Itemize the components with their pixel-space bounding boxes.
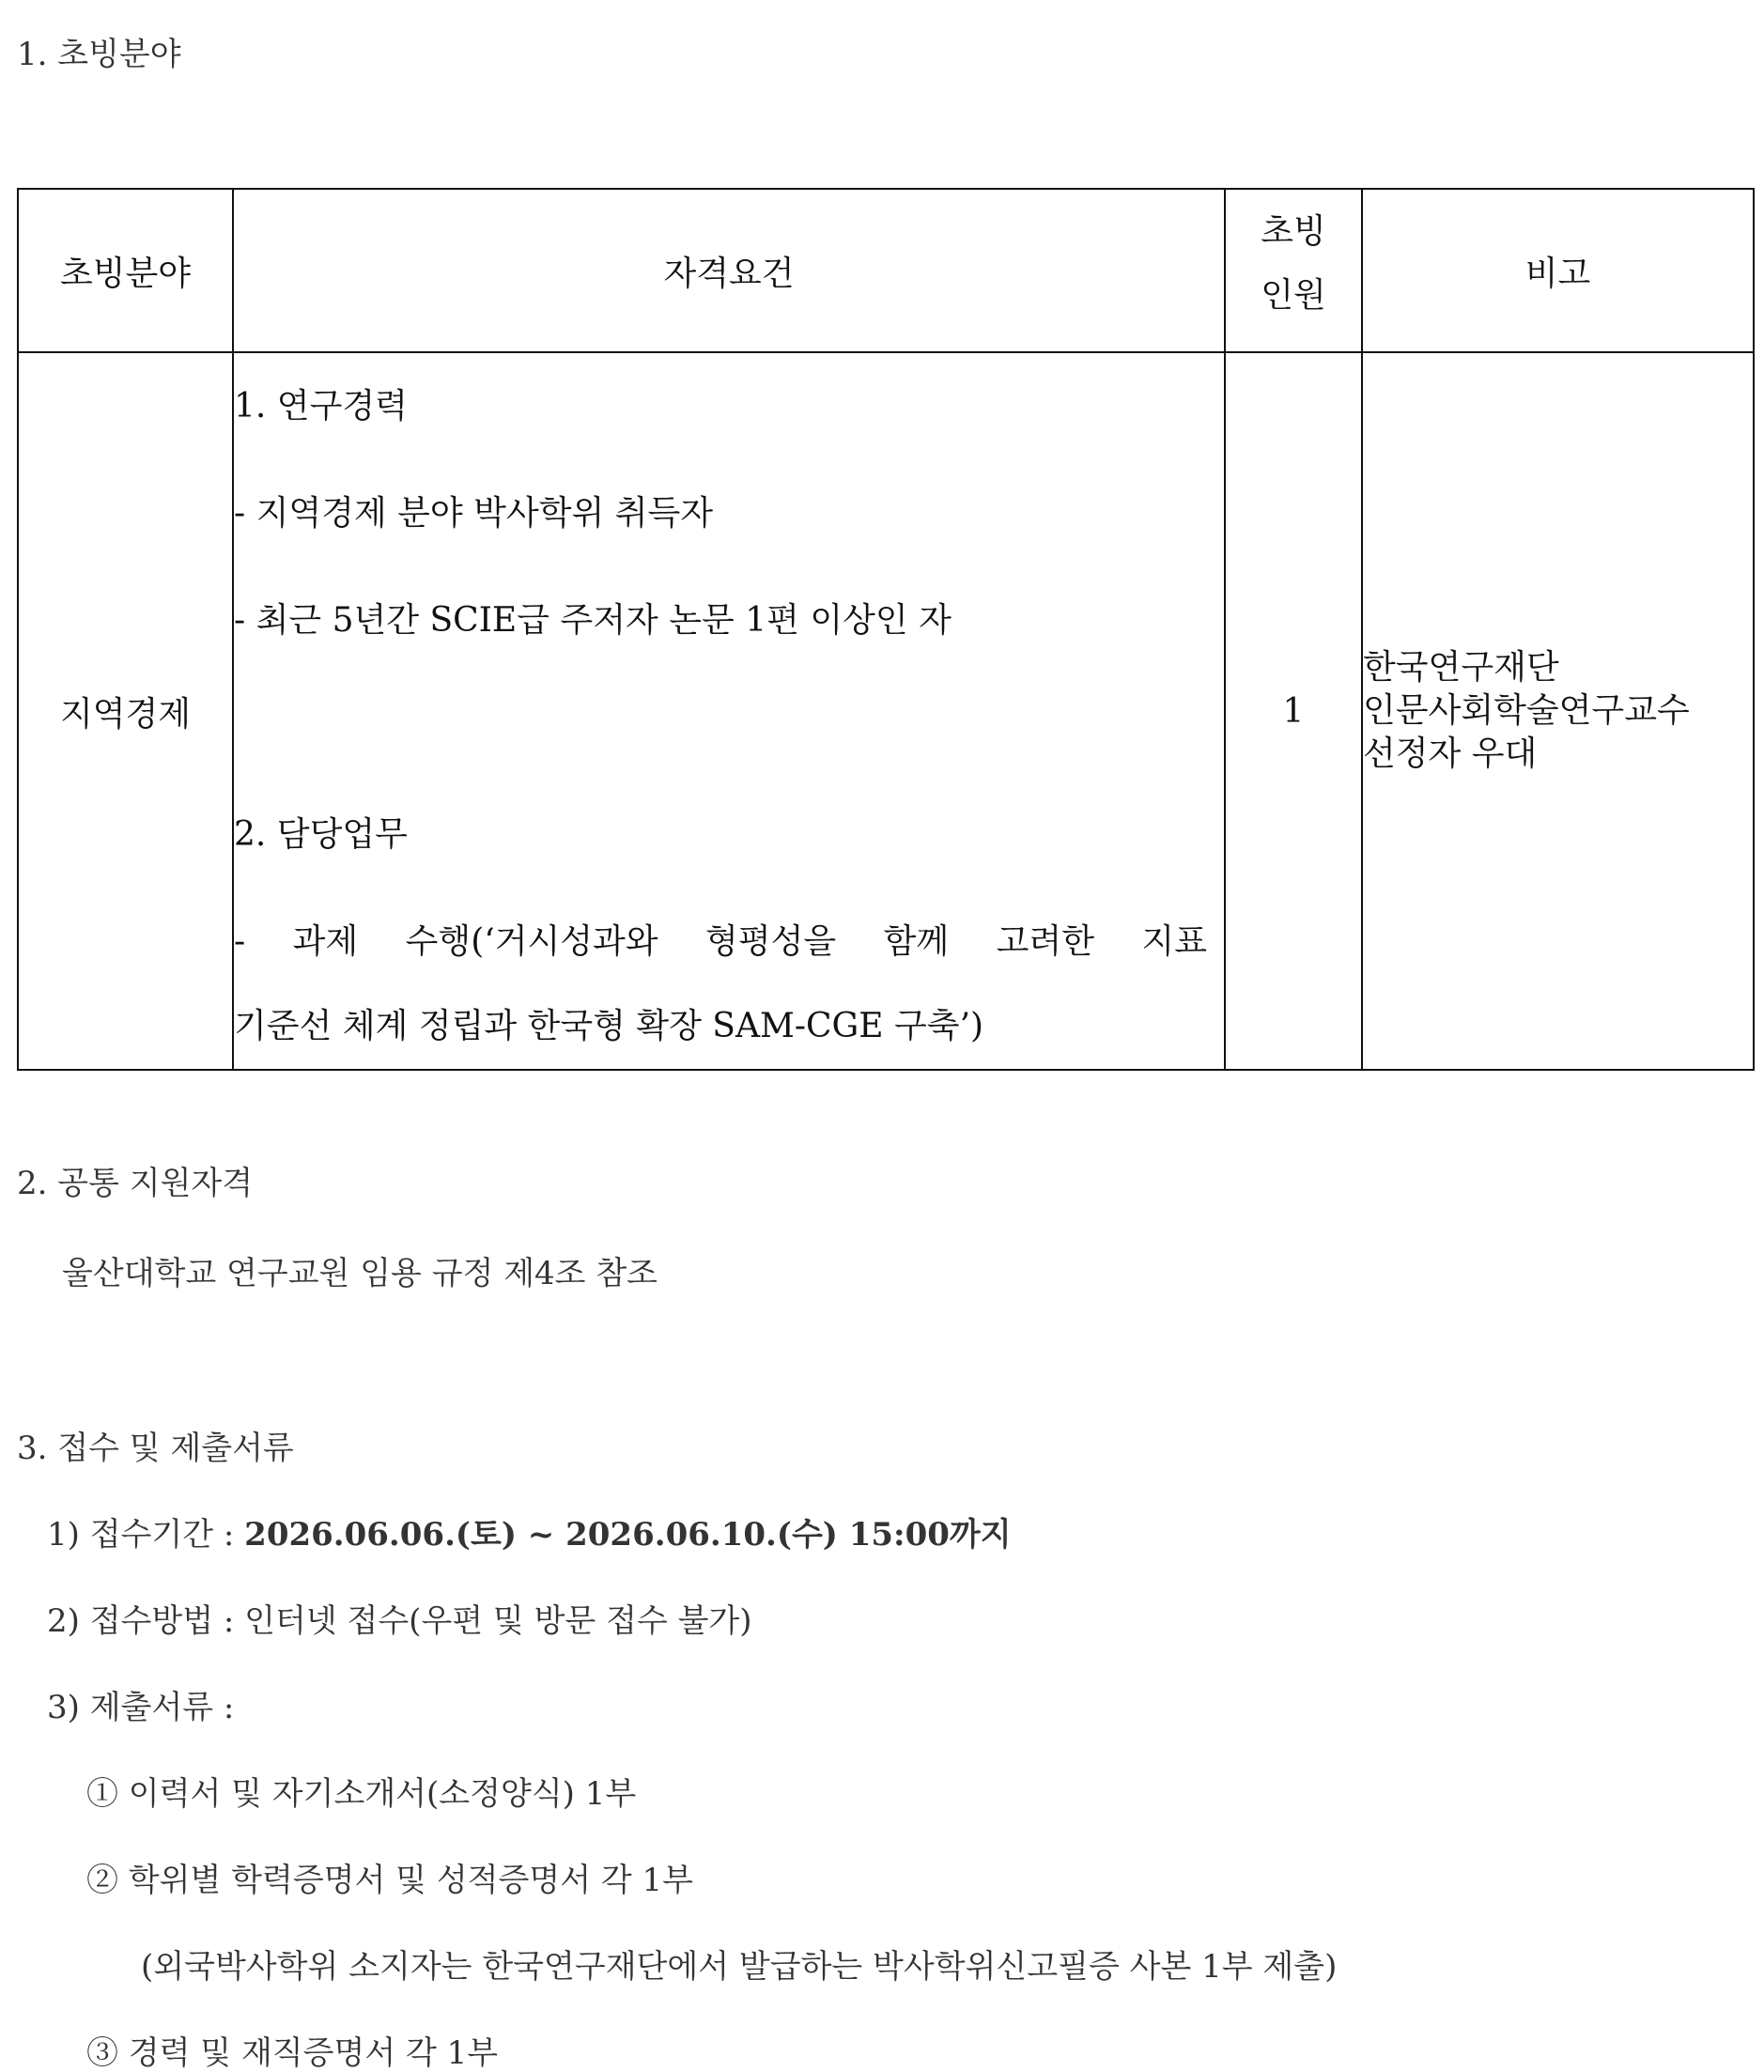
requirement-spacer [234,674,1224,781]
cell-note [1362,352,1754,1070]
document-item-1: ① 이력서 및 자기소개서(소정양식) 1부 [86,1775,637,1813]
requirement-publication: - 최근 5년간 SCIE급 주저자 논문 1편 이상인 자 [234,601,952,640]
recruitment-table [17,188,1755,1071]
header-note-label: 비고 [1524,254,1591,293]
application-period-label: 1) 접수기간 : [47,1516,245,1554]
document-item-2-note: (외국박사학위 소지자는 한국연구재단에서 발급하는 박사학위신고필증 사본 1부 제출) [141,1948,1338,1986]
table-row [18,352,1754,1070]
cell-field [18,352,233,1070]
section-2-heading: 2. 공통 지원자격 [17,1165,254,1202]
application-method: 2) 접수방법 : 인터넷 접수(우편 및 방문 접수 불가) [47,1602,752,1640]
requirement-duties-line2: 기준선 체계 정립과 한국형 확장 SAM-CGE 구축’) [234,1007,984,1045]
section-3-heading: 3. 접수 및 제출서류 [17,1430,294,1467]
header-field [18,189,233,352]
requirement-degree: - 지역경제 분야 박사학위 취득자 [234,494,714,533]
header-note [1362,189,1754,352]
note-line3: 선정자 우대 [1363,734,1538,773]
header-requirements [233,189,1225,352]
application-period [47,1516,1012,1554]
cell-count [1225,352,1362,1070]
header-requirements-label: 자격요건 [663,254,795,293]
section-2-body: 울산대학교 연구교원 임용 규정 제4조 참조 [62,1255,658,1292]
requirement-research-heading: 1. 연구경력 [234,387,408,425]
header-count-line2: 인원 [1261,276,1326,315]
section-1-heading: 1. 초빙분야 [17,36,181,73]
field-value: 지역경제 [59,694,192,734]
document-item-3: ③ 경력 및 재직증명서 각 1부 [86,2034,499,2072]
table-header-row [18,189,1754,352]
note-line1: 한국연구재단 [1363,648,1559,687]
document-item-2: ② 학위별 학력증명서 및 성적증명서 각 1부 [86,1862,693,1899]
cell-requirements [233,352,1225,1070]
header-count-line1: 초빙 [1261,212,1326,251]
requirement-duties-heading: 2. 담당업무 [234,815,408,854]
application-period-value: 2026.06.06.(토) ~ 2026.06.10.(수) 15:00까지 [244,1516,1012,1554]
count-value: 1 [1282,691,1305,731]
required-documents-heading: 3) 제출서류 : [47,1689,235,1726]
header-field-label: 초빙분야 [59,254,192,293]
requirement-duties-line1: - 과제 수행(‘거시성과와 형평성을 함께 고려한 지표 [234,922,1207,961]
note-line2: 인문사회학술연구교수 [1363,691,1690,730]
header-count [1225,189,1362,352]
